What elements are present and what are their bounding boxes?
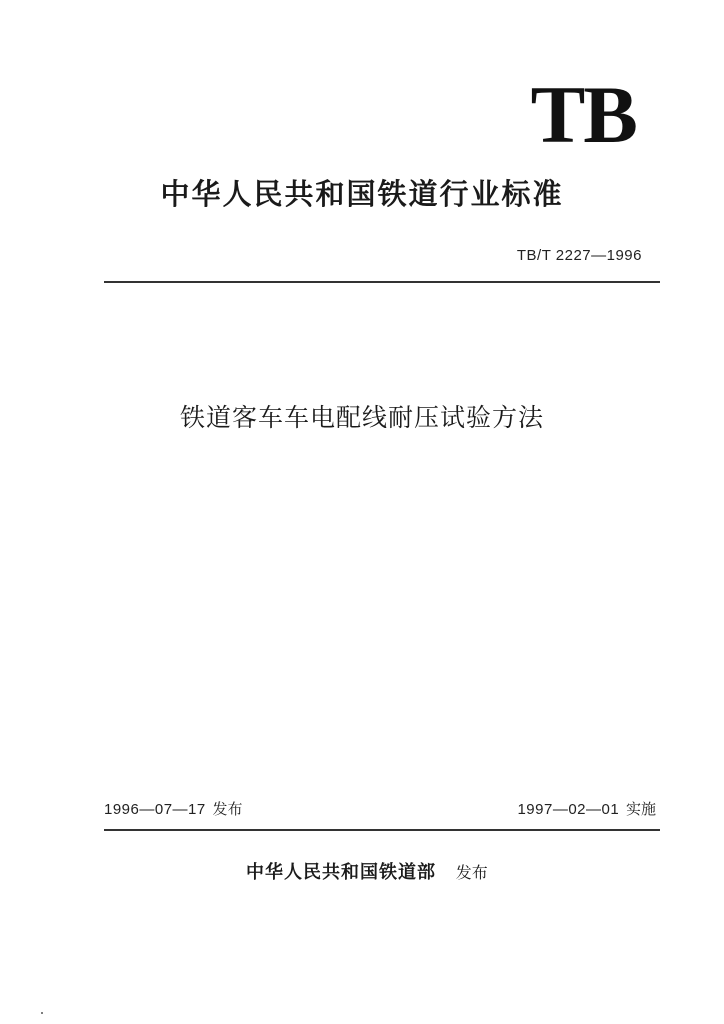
publisher-org: 中华人民共和国铁道部 — [246, 862, 436, 883]
footer-divider — [104, 829, 660, 831]
issue-date — [104, 798, 243, 819]
standard-code: TB/T 2227—1996 — [516, 247, 642, 264]
header-divider — [104, 281, 660, 283]
publisher — [246, 858, 488, 884]
effective-date-value: 1997—02—01 — [517, 801, 620, 818]
issue-date-value: 1996—07—17 — [104, 801, 206, 818]
standard-category-title: 中华人民共和国铁道行业标准 — [160, 177, 564, 211]
standard-logo: TB — [530, 69, 636, 160]
issue-date-label: 发布 — [212, 800, 243, 818]
effective-date-label: 实施 — [625, 800, 656, 818]
scan-speck — [41, 1012, 43, 1014]
publisher-action: 发布 — [455, 863, 488, 882]
document-title: 铁道客车车电配线耐压试验方法 — [179, 403, 544, 432]
effective-date — [517, 798, 656, 819]
